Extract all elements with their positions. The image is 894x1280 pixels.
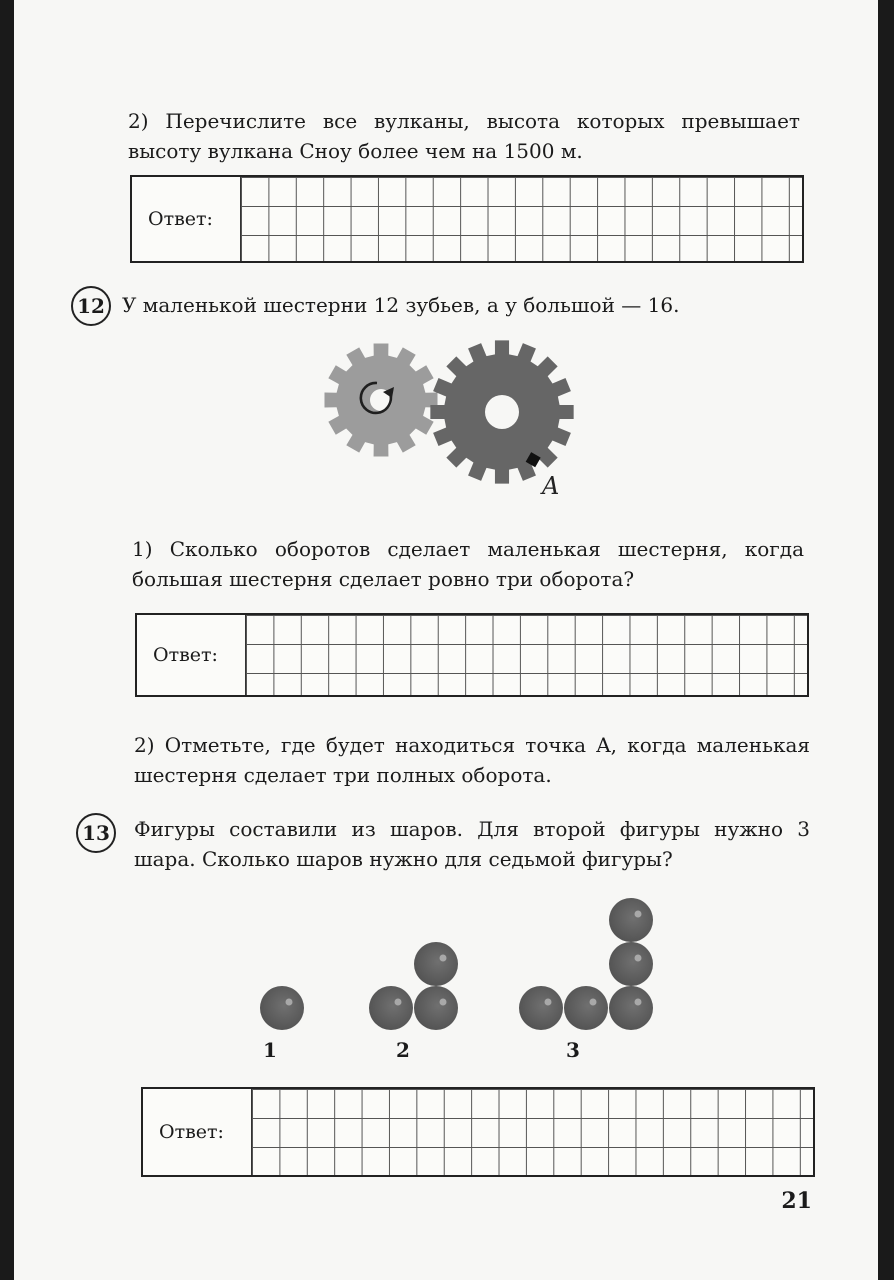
figure-2 bbox=[369, 942, 458, 1030]
answer-grid[interactable] bbox=[251, 1089, 813, 1175]
answer-grid[interactable] bbox=[240, 177, 802, 261]
ball bbox=[609, 986, 653, 1030]
answer-grid[interactable] bbox=[245, 615, 807, 695]
ball-highlight bbox=[590, 999, 597, 1006]
answer-box-q11-part2[interactable] bbox=[130, 175, 804, 263]
ball-highlight bbox=[635, 911, 642, 918]
answer-box-q13[interactable] bbox=[141, 1087, 815, 1177]
ball-highlight bbox=[440, 955, 447, 962]
ball-highlight bbox=[440, 999, 447, 1006]
q13-line-1: Фигуры составили из шаров. Для второй фигуры нужно 3 bbox=[134, 817, 810, 841]
gears-illustration bbox=[304, 330, 574, 500]
figure-label-2: 2 bbox=[396, 1038, 410, 1062]
ball bbox=[414, 942, 458, 986]
question-12-intro bbox=[122, 290, 812, 320]
ball bbox=[609, 942, 653, 986]
question-13-text bbox=[134, 814, 810, 874]
small-gear-body bbox=[324, 343, 437, 456]
answer-label: Ответ: bbox=[159, 1121, 224, 1143]
ball-highlight bbox=[395, 999, 402, 1006]
q11-line-2: высоту вулкана Сноу более чем на 1500 м. bbox=[128, 139, 583, 163]
small-gear bbox=[324, 343, 437, 456]
figure-1 bbox=[260, 986, 304, 1030]
large-gear-body bbox=[430, 340, 573, 483]
q11-line-1: 2) Перечислите все вулканы, высота которых превышает bbox=[128, 109, 800, 133]
q13-line-2: шара. Сколько шаров нужно для седьмой фигуры? bbox=[134, 847, 673, 871]
large-gear bbox=[430, 340, 573, 483]
figure-label-3: 3 bbox=[566, 1038, 580, 1062]
answer-label: Ответ: bbox=[153, 644, 218, 666]
ball-highlight bbox=[635, 955, 642, 962]
ball bbox=[369, 986, 413, 1030]
q12-part2-line-2: шестерня сделает три полных оборота. bbox=[134, 763, 552, 787]
ball-highlight bbox=[545, 999, 552, 1006]
q12-part1-line-1: 1) Сколько оборотов сделает маленькая шестерня, когда bbox=[132, 537, 804, 561]
ball bbox=[519, 986, 563, 1030]
page-number: 21 bbox=[781, 1188, 812, 1214]
point-a-label: A bbox=[542, 472, 560, 500]
ball-highlight bbox=[635, 999, 642, 1006]
ball bbox=[260, 986, 304, 1030]
ball bbox=[564, 986, 608, 1030]
q12-part2-line-1: 2) Отметьте, где будет находиться точка A, когда маленькая bbox=[134, 733, 810, 757]
question-12-part-1 bbox=[132, 534, 804, 594]
balls-figures bbox=[234, 890, 654, 1040]
q12-part1-line-2: большая шестерня сделает ровно три оборота? bbox=[132, 567, 635, 591]
figure-label-1: 1 bbox=[263, 1038, 277, 1062]
ball bbox=[414, 986, 458, 1030]
workbook-page bbox=[14, 0, 878, 1280]
answer-label: Ответ: bbox=[148, 208, 213, 230]
figure-3 bbox=[519, 898, 653, 1030]
ball bbox=[609, 898, 653, 942]
question-11-part-2 bbox=[128, 106, 800, 166]
q12-intro-text: У маленькой шестерни 12 зубьев, а у большой — 16. bbox=[122, 293, 680, 317]
answer-box-q12-part1[interactable] bbox=[135, 613, 809, 697]
question-number-13: 13 bbox=[76, 813, 116, 853]
question-12-part-2 bbox=[134, 730, 810, 790]
ball-highlight bbox=[286, 999, 293, 1006]
question-number-12: 12 bbox=[71, 286, 111, 326]
